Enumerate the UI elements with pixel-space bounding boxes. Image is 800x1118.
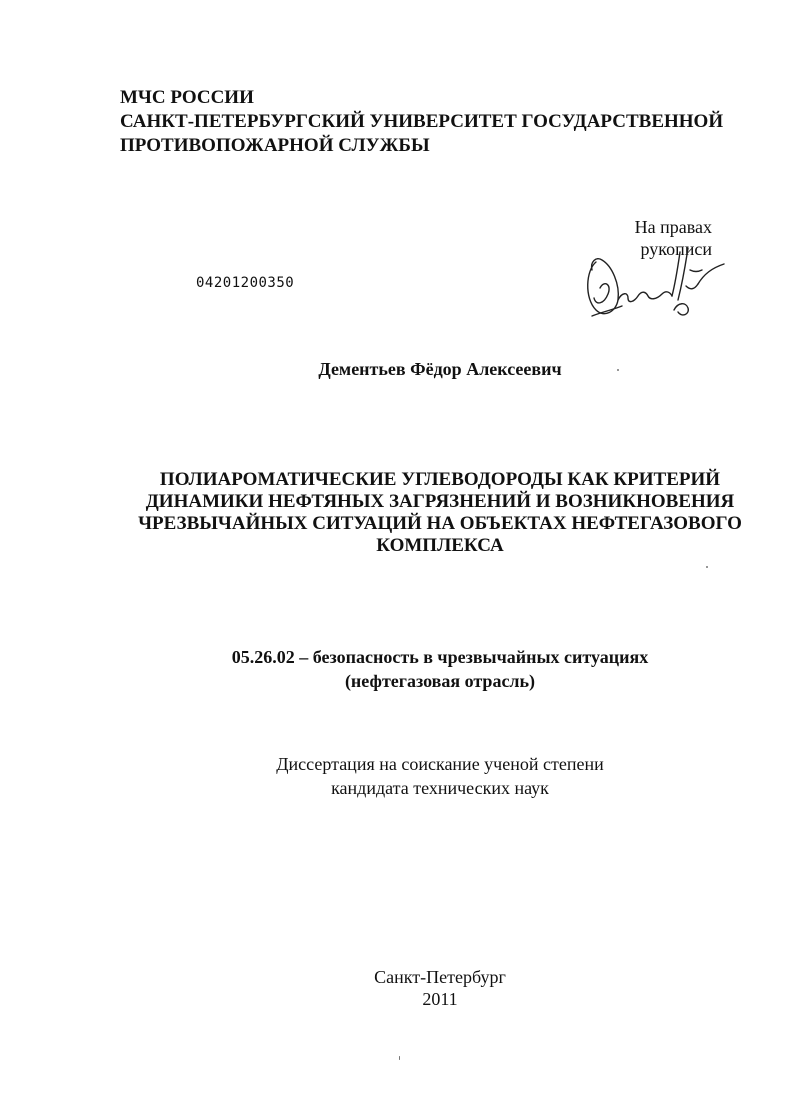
- specialty: [100, 645, 780, 693]
- document-code: 04201200350: [196, 275, 295, 291]
- signature-icon: [582, 240, 732, 330]
- title-line-3: ЧРЕЗВЫЧАЙНЫХ СИТУАЦИЙ НА ОБЪЕКТАХ НЕФТЕГАЗОВОГО: [138, 513, 742, 534]
- specialty-line-1: 05.26.02 – безопасность в чрезвычайных ситуациях: [231, 647, 649, 667]
- degree-line-1: Диссертация на соискание ученой степени: [276, 754, 604, 774]
- year: 2011: [422, 989, 458, 1009]
- author-name: Дементьев Фёдор Алексеевич: [318, 359, 562, 379]
- degree-statement: [100, 752, 780, 800]
- place-and-year: [100, 966, 780, 1010]
- manuscript-note: На правах рукописи: [634, 217, 712, 259]
- organization-header: [120, 86, 760, 158]
- title-line-1: ПОЛИАРОМАТИЧЕСКИЕ УГЛЕВОДОРОДЫ КАК КРИТЕРИЙ: [159, 469, 721, 490]
- city: Санкт-Петербург: [374, 967, 506, 987]
- scan-speck: [617, 369, 619, 371]
- dissertation-title: [100, 469, 780, 557]
- organization-line-2: САНКТ-ПЕТЕРБУРГСКИЙ УНИВЕРСИТЕТ ГОСУДАРСТВЕННОЙ: [120, 111, 724, 132]
- organization-line-1: МЧС РОССИИ: [120, 87, 254, 108]
- scan-speck: [399, 1056, 400, 1060]
- organization-line-3: ПРОТИВОПОЖАРНОЙ СЛУЖБЫ: [120, 135, 430, 156]
- title-line-4: КОМПЛЕКСА: [376, 535, 504, 556]
- degree-line-2: кандидата технических наук: [331, 778, 549, 798]
- scan-speck: [706, 566, 708, 568]
- specialty-line-2: (нефтегазовая отрасль): [344, 671, 536, 691]
- title-line-2: ДИНАМИКИ НЕФТЯНЫХ ЗАГРЯЗНЕНИЙ И ВОЗНИКНОВЕНИЯ: [145, 491, 735, 512]
